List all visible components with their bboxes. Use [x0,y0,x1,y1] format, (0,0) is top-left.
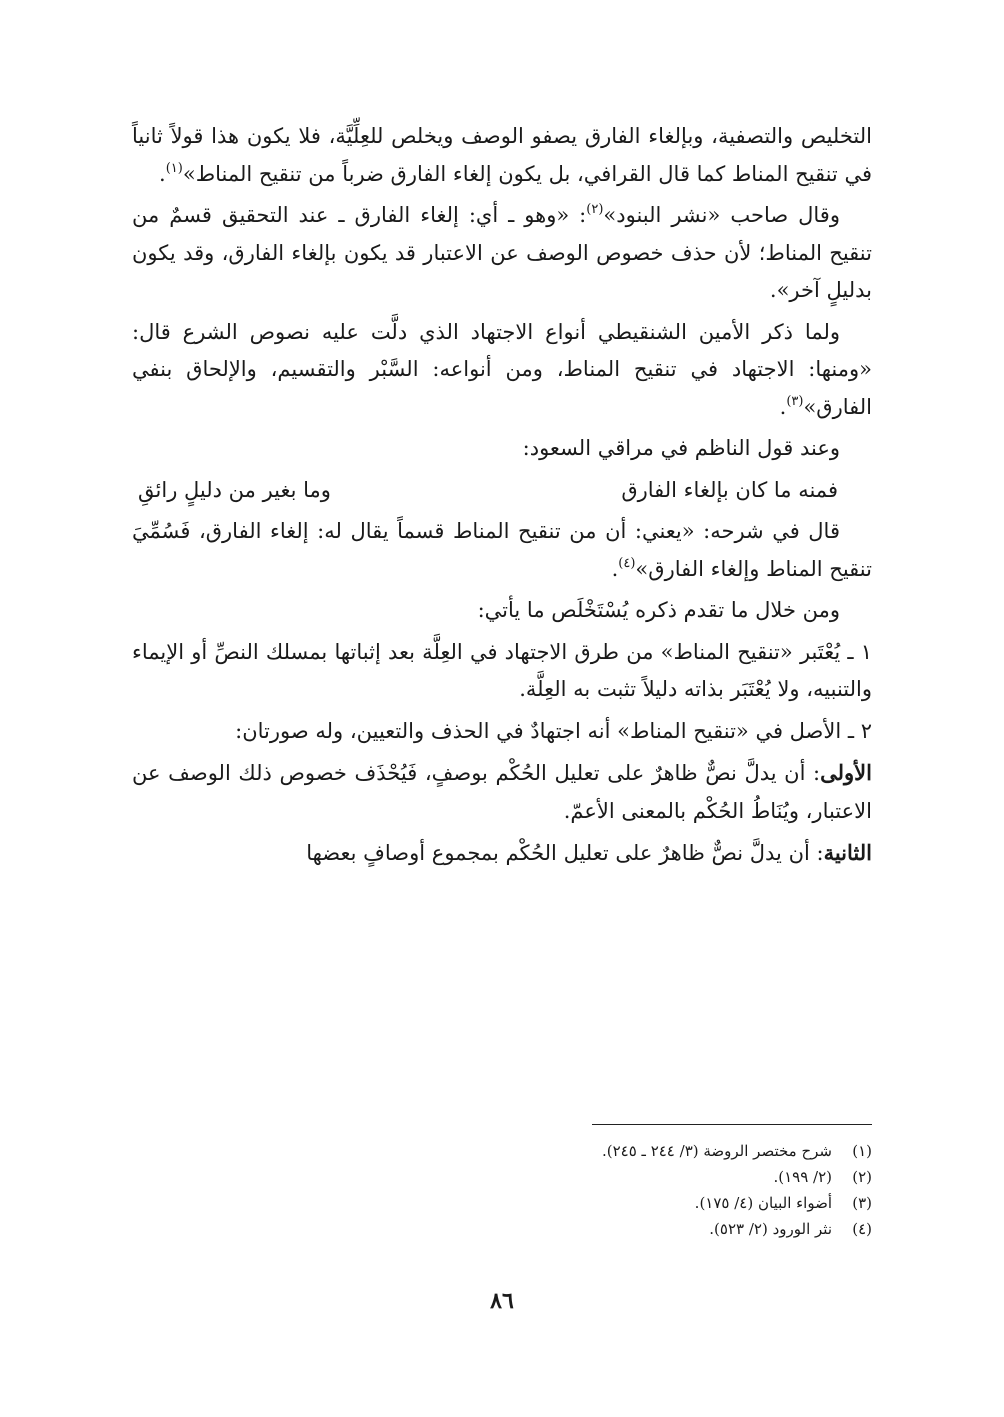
main-text [132,118,872,877]
footnote-divider [592,1124,872,1125]
footnote-1 [132,1138,872,1164]
paragraph-7: ١ ـ يُعْتَبر «تنقيح المناط» من طرق الاجتهاد في العِلَّة بعد إثباتها بمسلك النصِّ أو الإيماء والتنبيه، ولا يُعْتَبَر بذاته دليلاً تثبت به العِلَّة. [132,639,872,701]
term-first: الأولى [820,760,872,785]
paragraph-6: ومن خلال ما تقدم ذكره يُسْتَخْلَص ما يأتي: [477,598,840,622]
poetry-verse [132,472,872,510]
footnote-ref-1[interactable]: (١) [165,160,183,176]
footnote-ref-2[interactable]: (٢) [586,202,604,217]
footnote-4 [132,1216,872,1242]
paragraph-9: الأولى: أن يدلَّ نصٌّ ظاهرٌ على تعليل الحُكْم بوصفٍ، فَيُحْذَف خصوص ذلك الوصف عن الاعتبار، ويُنَاطُ الحُكْم بالمعنى الأعمّ. [132,760,872,823]
paragraph-3: ولما ذكر الأمين الشنقيطي أنواع الاجتهاد الذي دلَّت عليه نصوص الشرع قال: «ومنها: الاجتهاد في تنقيح المناط، ومن أنواعه: السَّبْر والتقسيم، والإلحاق بنفي الفارق»$^{(٣)}$. [132,319,872,419]
footnote-number: (٢) [852,1168,872,1186]
verse-hemistich-1: فمنه ما كان بإلغاء الفارق [621,477,838,502]
footnote-3 [132,1190,872,1216]
paragraph-2: وقال صاحب «نشر البنود»$^{(٢)}$: «وهو ـ أي: إلغاء الفارق ـ عند التحقيق قسمٌ من تنقيح المناط؛ لأن حذف خصوص الوصف عن الاعتبار قد يكون بإلغاء الفارق، وقد يكون بدليلٍ آخر». [132,202,872,302]
paragraph-5: قال في شرحه: «يعني: أن من تنقيح المناط قسماً يقال له: إلغاء الفارق، فَسُمِّيَ تنقيح المناط وإلغاء الفارق»$^{(٤)}$. [132,519,872,581]
page-number: ٨٦ [490,1288,514,1314]
footnotes [132,1138,872,1242]
paragraph-10: الثانية: أن يدلَّ نصٌّ ظاهرٌ على تعليل الحُكْم بمجموع أوصافٍ بعضها [306,840,872,865]
footnote-text: نثر الورود (٢/ ٥٢٣). [709,1220,832,1238]
verse-hemistich-2: وما بغير من دليلٍ رائقِ [138,477,331,502]
term-second: الثانية [823,840,872,865]
footnote-2 [132,1164,872,1190]
footnote-number: (٣) [852,1194,872,1212]
footnote-text: شرح مختصر الروضة (٣/ ٢٤٤ ـ ٢٤٥). [601,1142,832,1160]
footnote-ref-3[interactable]: (٣) [786,393,804,409]
paragraph-4: وعند قول الناظم في مراقي السعود: [522,436,840,460]
paragraph-8: ٢ ـ الأصل في «تنقيح المناط» أنه اجتهادٌ في الحذف والتعيين، وله صورتان: [235,718,872,743]
footnote-ref-4[interactable]: (٤) [618,555,636,571]
footnote-text: (٢/ ١٩٩). [773,1168,832,1186]
footnote-number: (٤) [852,1220,872,1238]
paragraph-1: التخليص والتصفية، وبإلغاء الفارق يصفو الوصف ويخلص للعِلِّيَّة، فلا يكون هذا قولاً ثانياً في تنقيح المناط كما قال القرافي، بل يكون إلغاء الفارق ضرباً من تنقيح المناط»$^{(١)}$. [132,124,872,186]
footnote-text: أضواء البيان (٤/ ١٧٥). [694,1194,832,1212]
footnote-number: (١) [852,1142,872,1160]
